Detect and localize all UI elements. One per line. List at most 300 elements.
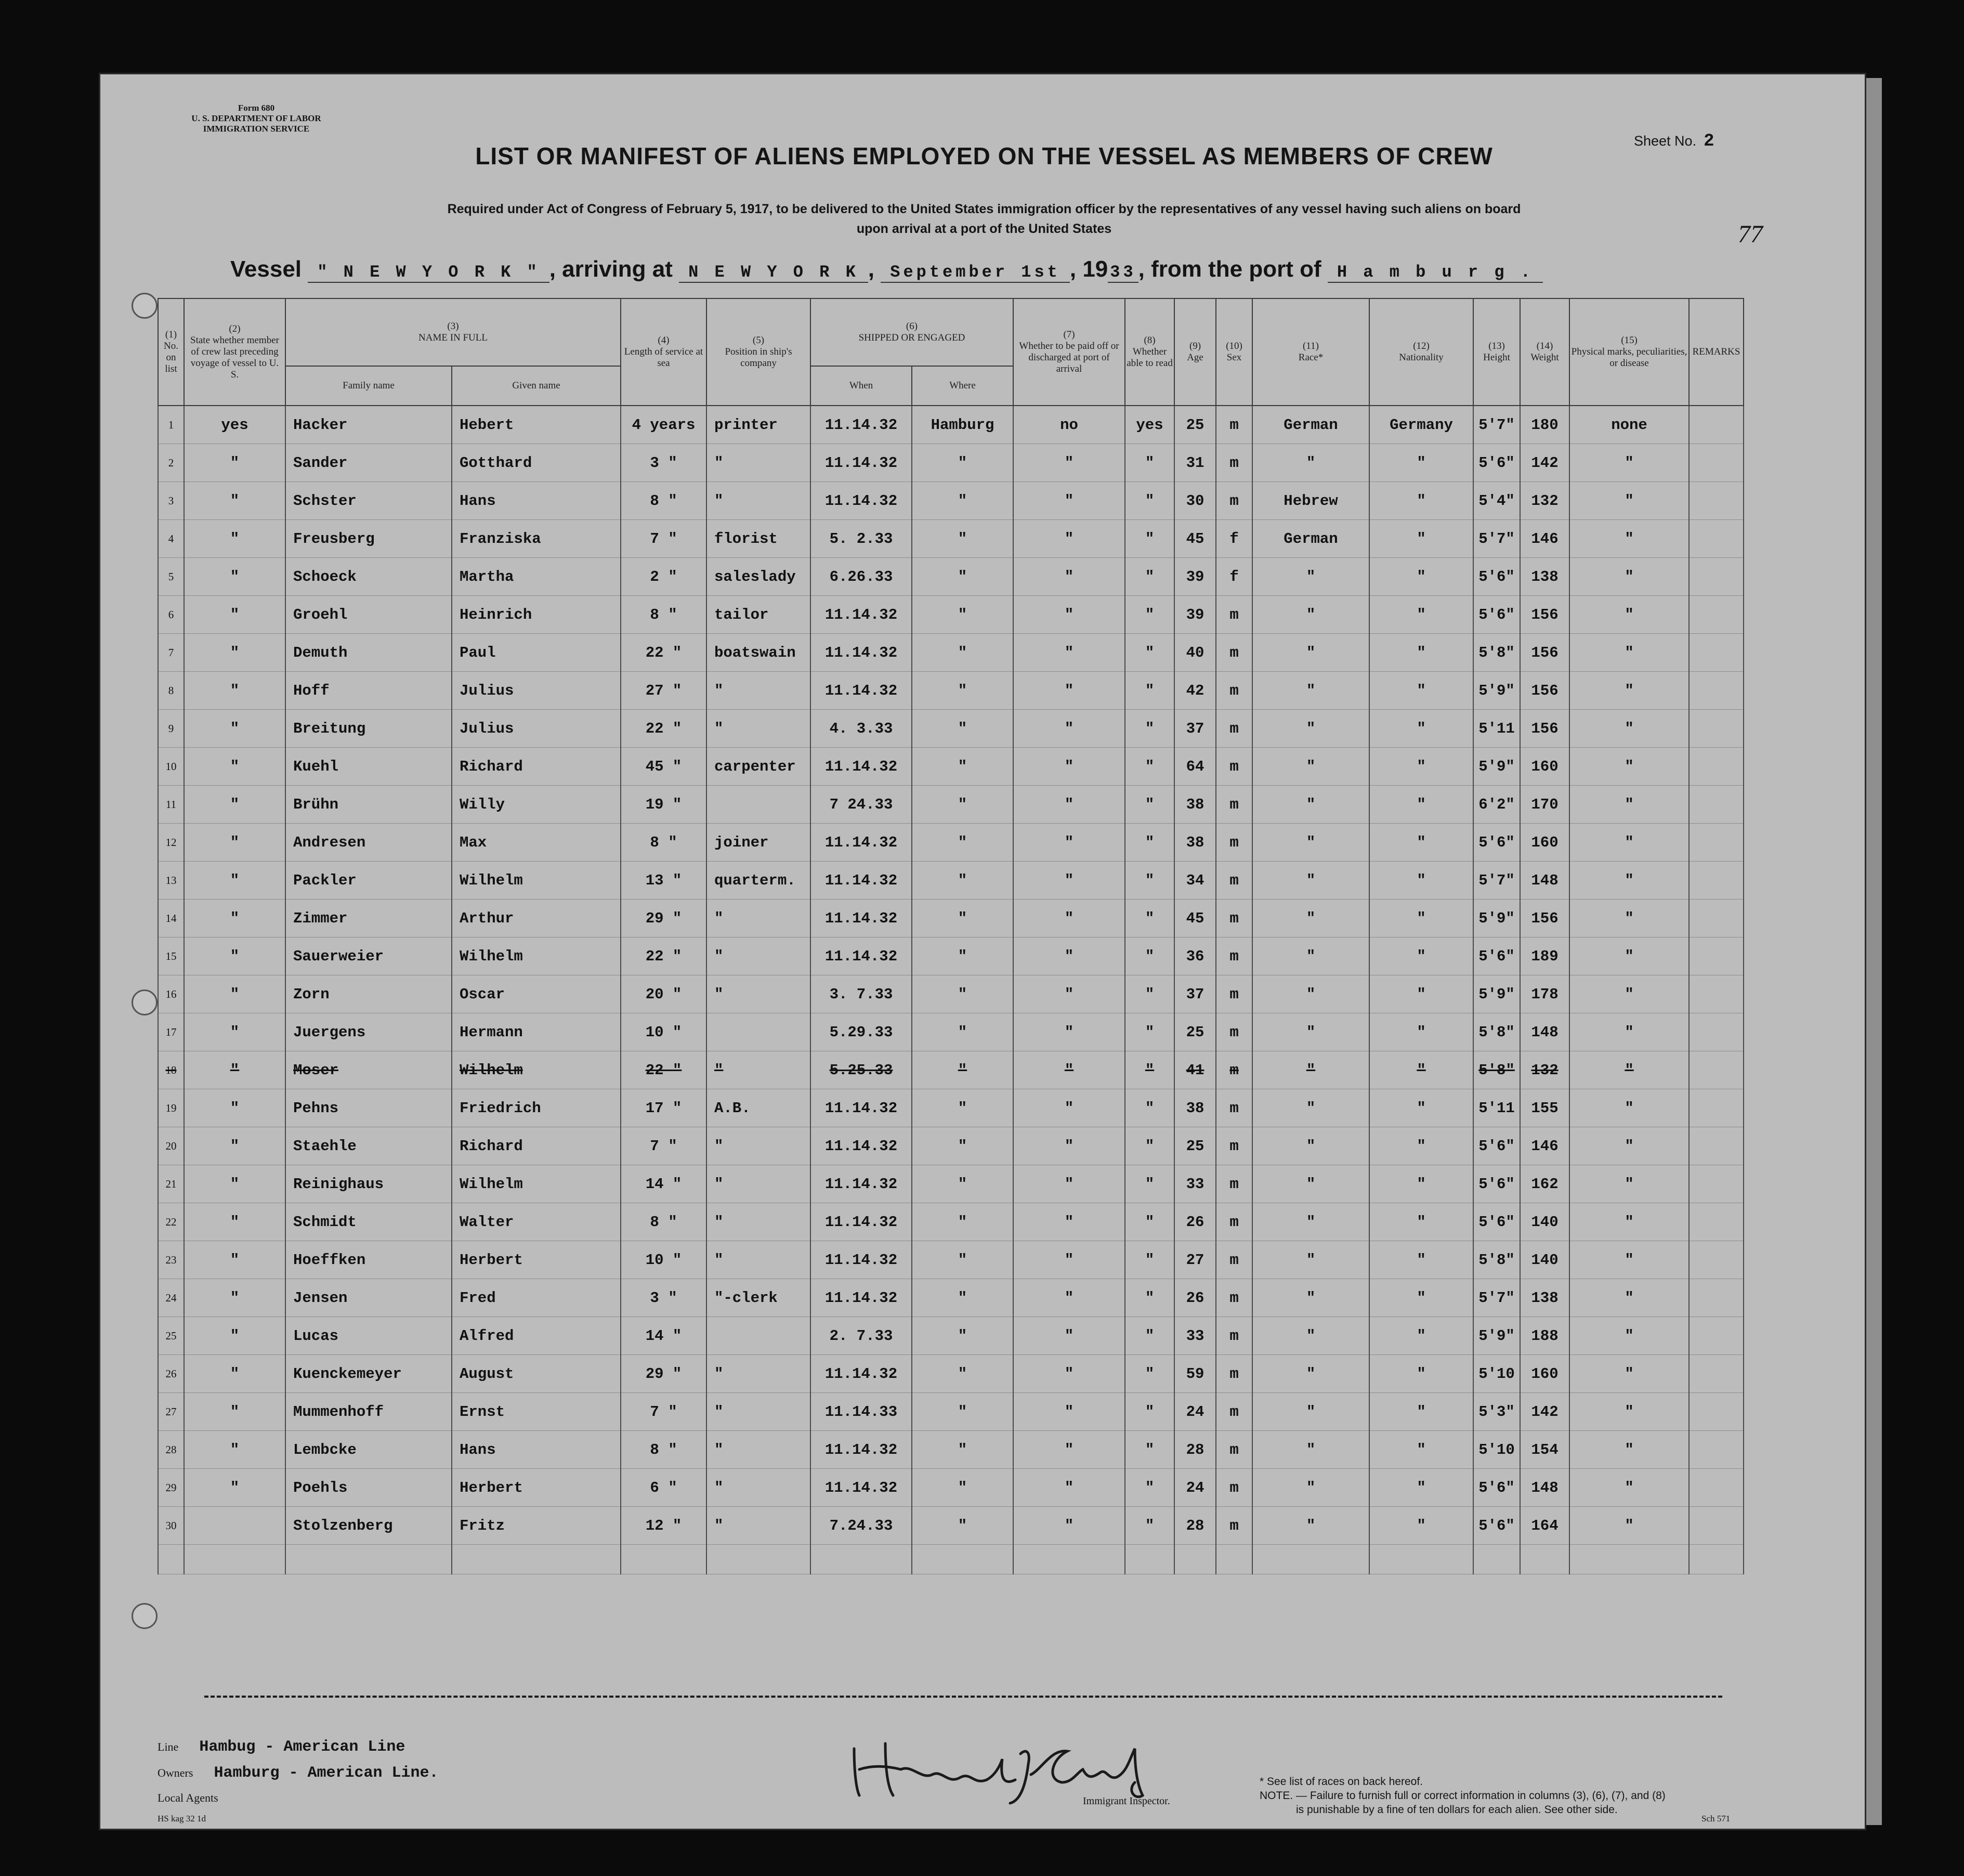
cell-physical-marks: " (1569, 1165, 1689, 1203)
blank-cell (452, 1545, 621, 1574)
cell-weight: 140 (1520, 1203, 1569, 1241)
cell-position: " (706, 1127, 810, 1165)
cell-age: 27 (1174, 1241, 1216, 1279)
cell-paid-off: " (1013, 1355, 1125, 1393)
col-sex-number: (10) (1226, 341, 1242, 351)
subtitle-line-2: upon arrival at a port of the United States (856, 222, 1112, 236)
form-identifier (158, 103, 355, 134)
cell-sex: m (1216, 1089, 1252, 1127)
cell-family-name: Stolzenberg (285, 1507, 452, 1545)
cell-sex: m (1216, 672, 1252, 710)
cell-previous-voyage: " (184, 1393, 285, 1431)
cell-able-to-read: " (1125, 1431, 1174, 1469)
cell-paid-off: " (1013, 1127, 1125, 1165)
cell-physical-marks: " (1569, 1355, 1689, 1393)
col-sex-label: Sex (1226, 352, 1242, 363)
cell-previous-voyage: " (184, 1469, 285, 1507)
cell-given-name: Franziska (452, 520, 621, 558)
cell-weight: 154 (1520, 1431, 1569, 1469)
cell-given-name: Max (452, 824, 621, 862)
crew-table-body (158, 406, 1744, 1574)
cell-nationality: " (1369, 937, 1473, 975)
race-note: * See list of races on back hereof. (1260, 1776, 1423, 1788)
cell-shipped-where: " (912, 1051, 1013, 1089)
cell-physical-marks: " (1569, 1241, 1689, 1279)
cell-height: 5'7" (1473, 1279, 1520, 1317)
cell-remarks (1689, 824, 1744, 862)
arrival-year: 33 (1108, 263, 1138, 283)
cell-family-name: Moser (285, 1051, 452, 1089)
cell-height: 5'7" (1473, 406, 1520, 444)
cell-shipped-when: 11.14.32 (810, 1203, 912, 1241)
cell-able-to-read: " (1125, 1203, 1174, 1241)
cell-position: saleslady (706, 558, 810, 596)
cell-row-number: 13 (158, 862, 184, 900)
cell-given-name: Gotthard (452, 444, 621, 482)
col-prev-label: State whether member of crew last preceding voyage of vessel to U. S. (190, 335, 279, 380)
cell-age: 25 (1174, 406, 1216, 444)
cell-remarks (1689, 1507, 1744, 1545)
table-row (158, 1051, 1744, 1089)
agents-field (158, 1791, 218, 1805)
cell-physical-marks: " (1569, 1203, 1689, 1241)
cell-shipped-where: " (912, 596, 1013, 634)
cell-paid-off: " (1013, 1241, 1125, 1279)
col-position-label: Position in ship's company (725, 346, 792, 369)
cell-remarks (1689, 558, 1744, 596)
cell-remarks (1689, 1089, 1744, 1127)
cell-paid-off: " (1013, 634, 1125, 672)
cell-service-length: 29 " (621, 900, 706, 937)
cell-shipped-when: 11.14.32 (810, 824, 912, 862)
manifest-sheet (99, 73, 1866, 1830)
cell-race: " (1252, 786, 1369, 824)
cell-given-name: Wilhelm (452, 862, 621, 900)
cell-position: printer (706, 406, 810, 444)
cell-age: 59 (1174, 1355, 1216, 1393)
inspector-label: Immigrant Inspector. (1083, 1795, 1170, 1807)
cell-race: " (1252, 1469, 1369, 1507)
col-height-label: Height (1483, 352, 1510, 363)
cell-remarks (1689, 748, 1744, 786)
cell-row-number: 8 (158, 672, 184, 710)
vessel-name: " N E W Y O R K " (308, 263, 549, 283)
cell-service-length: 8 " (621, 824, 706, 862)
cell-physical-marks: " (1569, 1469, 1689, 1507)
cell-paid-off: " (1013, 672, 1125, 710)
cell-physical-marks: " (1569, 1013, 1689, 1051)
footer-note (1260, 1775, 1779, 1817)
cell-race: " (1252, 596, 1369, 634)
cell-height: 5'6" (1473, 824, 1520, 862)
cell-weight: 164 (1520, 1507, 1569, 1545)
col-when: When (810, 366, 912, 406)
cell-shipped-where: " (912, 672, 1013, 710)
cell-row-number: 14 (158, 900, 184, 937)
penalty-note-1: NOTE. — Failure to furnish full or correct information in columns (3), (6), (7), and (8) (1260, 1790, 1666, 1802)
cell-position: " (706, 1203, 810, 1241)
col-weight-label: Weight (1530, 352, 1559, 363)
cell-given-name: Hebert (452, 406, 621, 444)
cell-able-to-read: " (1125, 1089, 1174, 1127)
cell-race: " (1252, 1507, 1369, 1545)
cell-sex: m (1216, 1431, 1252, 1469)
cell-given-name: Hans (452, 1431, 621, 1469)
owners-label: Owners (158, 1766, 193, 1779)
cell-previous-voyage: " (184, 975, 285, 1013)
arrival-port: N E W Y O R K (679, 263, 868, 283)
cell-remarks (1689, 1013, 1744, 1051)
cell-remarks (1689, 937, 1744, 975)
cell-sex: m (1216, 1241, 1252, 1279)
cell-paid-off: " (1013, 1317, 1125, 1355)
cell-service-length: 22 " (621, 634, 706, 672)
owners-field (158, 1764, 439, 1782)
cell-race: " (1252, 1089, 1369, 1127)
cell-shipped-where: " (912, 862, 1013, 900)
cell-paid-off: " (1013, 862, 1125, 900)
cell-given-name: Wilhelm (452, 1165, 621, 1203)
cell-height: 5'10 (1473, 1355, 1520, 1393)
cell-shipped-when: 11.14.32 (810, 596, 912, 634)
cell-nationality: " (1369, 1089, 1473, 1127)
cell-given-name: Wilhelm (452, 937, 621, 975)
cell-height: 5'6" (1473, 937, 1520, 975)
cell-age: 37 (1174, 710, 1216, 748)
cell-row-number: 23 (158, 1241, 184, 1279)
cell-remarks (1689, 1393, 1744, 1431)
subtitle-line-1: Required under Act of Congress of February 5, 1917, to be delivered to the United States immigration officer by the representatives of any vessel having such aliens on board (447, 202, 1521, 216)
cell-remarks (1689, 520, 1744, 558)
cell-sex: m (1216, 1507, 1252, 1545)
cell-service-length: 13 " (621, 862, 706, 900)
cell-given-name: Friedrich (452, 1089, 621, 1127)
cell-paid-off: " (1013, 1013, 1125, 1051)
cell-family-name: Schster (285, 482, 452, 520)
cell-shipped-where: " (912, 1355, 1013, 1393)
cell-shipped-when: 11.14.32 (810, 1127, 912, 1165)
cell-previous-voyage: " (184, 1431, 285, 1469)
cell-height: 5'8" (1473, 634, 1520, 672)
cell-shipped-where: " (912, 1089, 1013, 1127)
cell-weight: 142 (1520, 1393, 1569, 1431)
col-marks-label: Physical marks, peculiarities, or disease (1571, 346, 1687, 369)
table-row (158, 1431, 1744, 1469)
table-row (158, 1241, 1744, 1279)
cell-shipped-when: 3. 7.33 (810, 975, 912, 1013)
cell-shipped-when: 11.14.32 (810, 1355, 912, 1393)
cell-shipped-when: 11.14.32 (810, 672, 912, 710)
cell-given-name: Heinrich (452, 596, 621, 634)
cell-sex: m (1216, 824, 1252, 862)
blank-cell (912, 1545, 1013, 1574)
cell-given-name: Alfred (452, 1317, 621, 1355)
cell-position: " (706, 710, 810, 748)
cell-age: 41 (1174, 1051, 1216, 1089)
col-race-number: (11) (1303, 341, 1319, 351)
table-row (158, 1317, 1744, 1355)
sheet-label: Sheet No. (1634, 133, 1697, 149)
table-row (158, 596, 1744, 634)
cell-previous-voyage: " (184, 1165, 285, 1203)
cell-remarks (1689, 1203, 1744, 1241)
cell-race: " (1252, 1013, 1369, 1051)
cell-paid-off: " (1013, 1203, 1125, 1241)
cell-able-to-read: " (1125, 1507, 1174, 1545)
cell-row-number: 18 (158, 1051, 184, 1089)
col-given-name: Given name (452, 366, 621, 406)
cell-shipped-when: 11.14.32 (810, 1089, 912, 1127)
cell-paid-off: " (1013, 748, 1125, 786)
col-nationality-label: Nationality (1399, 352, 1444, 363)
cell-previous-voyage: " (184, 1317, 285, 1355)
col-weight-number: (14) (1536, 341, 1553, 351)
cell-age: 25 (1174, 1013, 1216, 1051)
table-row (158, 748, 1744, 786)
cell-paid-off: " (1013, 1507, 1125, 1545)
cell-given-name: Paul (452, 634, 621, 672)
blank-row (158, 1545, 1744, 1574)
cell-row-number: 1 (158, 406, 184, 444)
cell-family-name: Schmidt (285, 1203, 452, 1241)
cell-age: 36 (1174, 937, 1216, 975)
cell-weight: 155 (1520, 1089, 1569, 1127)
cell-age: 26 (1174, 1203, 1216, 1241)
cell-nationality: " (1369, 1469, 1473, 1507)
cell-weight: 132 (1520, 1051, 1569, 1089)
table-row (158, 900, 1744, 937)
cell-shipped-when: 5.25.33 (810, 1051, 912, 1089)
cell-given-name: Fritz (452, 1507, 621, 1545)
cell-physical-marks: " (1569, 672, 1689, 710)
cell-family-name: Sauerweier (285, 937, 452, 975)
cell-paid-off: " (1013, 520, 1125, 558)
cell-shipped-when: 11.14.32 (810, 900, 912, 937)
cell-physical-marks: " (1569, 634, 1689, 672)
cell-position: boatswain (706, 634, 810, 672)
cell-able-to-read: " (1125, 824, 1174, 862)
cell-family-name: Zorn (285, 975, 452, 1013)
cell-sex: m (1216, 482, 1252, 520)
cell-shipped-where: " (912, 634, 1013, 672)
cell-position: " (706, 1393, 810, 1431)
cell-nationality: " (1369, 1393, 1473, 1431)
cell-row-number: 28 (158, 1431, 184, 1469)
cell-able-to-read: " (1125, 634, 1174, 672)
table-row (158, 406, 1744, 444)
cell-age: 38 (1174, 1089, 1216, 1127)
cell-nationality: " (1369, 824, 1473, 862)
cell-position: " (706, 1355, 810, 1393)
cell-age: 31 (1174, 444, 1216, 482)
col-service-label: Length of service at sea (624, 346, 703, 369)
cell-nationality: " (1369, 634, 1473, 672)
cell-nationality: " (1369, 482, 1473, 520)
cell-age: 24 (1174, 1393, 1216, 1431)
cell-service-length: 20 " (621, 975, 706, 1013)
cell-weight: 162 (1520, 1165, 1569, 1203)
cell-shipped-where: " (912, 1241, 1013, 1279)
cell-position (706, 1013, 810, 1051)
blank-cell (706, 1545, 810, 1574)
cell-family-name: Sander (285, 444, 452, 482)
cell-able-to-read: " (1125, 1127, 1174, 1165)
cell-race: " (1252, 748, 1369, 786)
cell-nationality: " (1369, 558, 1473, 596)
cell-family-name: Brühn (285, 786, 452, 824)
cell-nationality: " (1369, 1279, 1473, 1317)
cell-nationality: " (1369, 786, 1473, 824)
cell-previous-voyage: " (184, 1355, 285, 1393)
cell-race: " (1252, 1393, 1369, 1431)
cell-service-length: 10 " (621, 1241, 706, 1279)
cell-race: " (1252, 1355, 1369, 1393)
cell-given-name: Walter (452, 1203, 621, 1241)
cell-row-number: 4 (158, 520, 184, 558)
cell-age: 39 (1174, 558, 1216, 596)
cell-weight: 156 (1520, 900, 1569, 937)
cell-physical-marks: " (1569, 558, 1689, 596)
cell-remarks (1689, 900, 1744, 937)
cell-row-number: 17 (158, 1013, 184, 1051)
cell-nationality: " (1369, 1203, 1473, 1241)
cell-shipped-where: " (912, 1165, 1013, 1203)
cell-service-length: 27 " (621, 672, 706, 710)
cell-height: 5'6" (1473, 1469, 1520, 1507)
cell-paid-off: " (1013, 1469, 1125, 1507)
cell-shipped-when: 2. 7.33 (810, 1317, 912, 1355)
cell-weight: 178 (1520, 975, 1569, 1013)
cell-physical-marks: " (1569, 520, 1689, 558)
cell-nationality: " (1369, 1127, 1473, 1165)
cell-position: " (706, 672, 810, 710)
cell-weight: 148 (1520, 1013, 1569, 1051)
table-row (158, 1355, 1744, 1393)
cell-physical-marks: " (1569, 975, 1689, 1013)
cell-height: 5'6" (1473, 1165, 1520, 1203)
blank-cell (1520, 1545, 1569, 1574)
cell-sex: f (1216, 558, 1252, 596)
cell-race: " (1252, 1165, 1369, 1203)
cell-physical-marks: " (1569, 1089, 1689, 1127)
cell-nationality: " (1369, 1431, 1473, 1469)
cell-shipped-where: " (912, 937, 1013, 975)
blank-cell (1473, 1545, 1520, 1574)
cell-shipped-when: 11.14.32 (810, 634, 912, 672)
cell-height: 5'7" (1473, 520, 1520, 558)
table-row (158, 1013, 1744, 1051)
cell-nationality: " (1369, 672, 1473, 710)
cell-sex: m (1216, 748, 1252, 786)
cell-physical-marks: " (1569, 1051, 1689, 1089)
cell-previous-voyage: " (184, 520, 285, 558)
cell-shipped-where: " (912, 1469, 1013, 1507)
cell-row-number: 29 (158, 1469, 184, 1507)
cell-shipped-when: 11.14.32 (810, 862, 912, 900)
cell-sex: m (1216, 1317, 1252, 1355)
cell-height: 5'6" (1473, 1203, 1520, 1241)
cell-remarks (1689, 786, 1744, 824)
cell-weight: 148 (1520, 1469, 1569, 1507)
cell-weight: 156 (1520, 710, 1569, 748)
cell-paid-off: " (1013, 1279, 1125, 1317)
cell-able-to-read: yes (1125, 406, 1174, 444)
cell-family-name: Hoff (285, 672, 452, 710)
cell-height: 5'3" (1473, 1393, 1520, 1431)
table-row (158, 1165, 1744, 1203)
cell-row-number: 6 (158, 596, 184, 634)
table-row (158, 1469, 1744, 1507)
cell-position: quarterm. (706, 862, 810, 900)
cell-able-to-read: " (1125, 672, 1174, 710)
cell-service-length: 14 " (621, 1165, 706, 1203)
cell-weight: 148 (1520, 862, 1569, 900)
cell-age: 24 (1174, 1469, 1216, 1507)
col-service-number: (4) (658, 335, 670, 346)
cell-given-name: August (452, 1355, 621, 1393)
cell-row-number: 21 (158, 1165, 184, 1203)
col-age-label: Age (1187, 352, 1203, 363)
cell-age: 30 (1174, 482, 1216, 520)
cell-position: " (706, 975, 810, 1013)
cell-remarks (1689, 1165, 1744, 1203)
cell-height: 5'8" (1473, 1241, 1520, 1279)
form-number: Form 680 (238, 103, 275, 113)
col-no-label: No. on list (164, 341, 178, 374)
cell-paid-off: " (1013, 1089, 1125, 1127)
cell-shipped-when: 5.29.33 (810, 1013, 912, 1051)
cell-service-length: 17 " (621, 1089, 706, 1127)
cell-able-to-read: " (1125, 975, 1174, 1013)
cell-row-number: 27 (158, 1393, 184, 1431)
cell-shipped-where: " (912, 1127, 1013, 1165)
cell-previous-voyage: " (184, 1241, 285, 1279)
cell-position: florist (706, 520, 810, 558)
cell-position: tailor (706, 596, 810, 634)
cell-height: 6'2" (1473, 786, 1520, 824)
cell-race: " (1252, 937, 1369, 975)
cell-family-name: Packler (285, 862, 452, 900)
cell-remarks (1689, 406, 1744, 444)
cell-weight: 142 (1520, 444, 1569, 482)
cell-service-length: 7 " (621, 520, 706, 558)
cell-age: 45 (1174, 520, 1216, 558)
cell-sex: m (1216, 1393, 1252, 1431)
cell-sex: m (1216, 596, 1252, 634)
cell-shipped-where: " (912, 1317, 1013, 1355)
cell-sex: m (1216, 1051, 1252, 1089)
table-row (158, 444, 1744, 482)
cell-age: 34 (1174, 862, 1216, 900)
document-subtitle (308, 199, 1660, 239)
arrival-date: September 1st (881, 263, 1070, 283)
cell-shipped-when: 6.26.33 (810, 558, 912, 596)
cell-physical-marks: " (1569, 1507, 1689, 1545)
cell-nationality: " (1369, 444, 1473, 482)
cell-weight: 138 (1520, 1279, 1569, 1317)
table-row (158, 1279, 1744, 1317)
cell-paid-off: " (1013, 710, 1125, 748)
cell-paid-off: " (1013, 444, 1125, 482)
cell-given-name: Fred (452, 1279, 621, 1317)
cell-nationality: " (1369, 1507, 1473, 1545)
cell-sex: m (1216, 937, 1252, 975)
cell-paid-off: " (1013, 937, 1125, 975)
cell-height: 5'11 (1473, 1089, 1520, 1127)
cell-row-number: 26 (158, 1355, 184, 1393)
cell-shipped-where: Hamburg (912, 406, 1013, 444)
col-nationality-number: (12) (1413, 341, 1430, 351)
